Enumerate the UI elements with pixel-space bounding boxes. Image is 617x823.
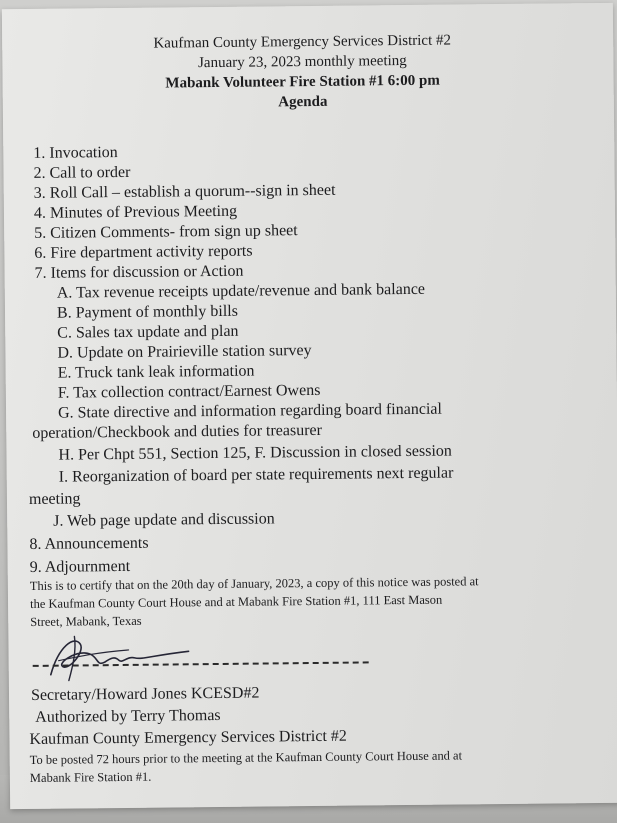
agenda-subitem-g-continued: operation/Checkbook and duties for treasurer xyxy=(32,421,323,442)
certification-line-2: the Kaufman County Court House and at Mabank Fire Station #1, 111 East Mason xyxy=(29,592,443,611)
secretary-name: Secretary/Howard Jones KCESD#2 xyxy=(30,684,260,704)
agenda-subitem-a: A. Tax revenue receipts update/revenue and bank balance xyxy=(56,280,426,302)
agenda-subitem-h: H. Per Chpt 551, Section 125, F. Discussion in closed session xyxy=(58,442,452,464)
agenda-item-6: 6. Fire department activity reports xyxy=(34,242,253,262)
agenda-subitem-g: G. State directive and information regarding board financial xyxy=(57,400,442,422)
agenda-item-2: 2. Call to order xyxy=(33,163,131,182)
agenda-subitem-j: J. Web page update and discussion xyxy=(53,510,275,530)
certification-line-1: This is to certify that on the 20th day of January, 2023, a copy of this notice was posted at xyxy=(29,574,479,593)
certification-line-3: Street, Mabank, Texas xyxy=(30,613,142,629)
agenda-item-4: 4. Minutes of Previous Meeting xyxy=(33,202,238,222)
authorized-by: Authorized by Terry Thomas xyxy=(35,706,221,726)
agenda-item-5: 5. Citizen Comments- from sign up sheet xyxy=(34,222,298,242)
handwritten-signature xyxy=(38,625,199,687)
agenda-subitem-i-continued: meeting xyxy=(28,490,81,508)
agenda-subitem-e: E. Truck tank leak information xyxy=(57,362,255,382)
header-location: Mabank Volunteer Fire Station #1 6:00 pm xyxy=(165,72,440,92)
agenda-item-3: 3. Roll Call – establish a quorum--sign in sheet xyxy=(33,181,336,202)
agenda-item-8: 8. Announcements xyxy=(29,534,149,553)
agenda-subitem-c: C. Sales tax update and plan xyxy=(57,322,239,342)
header-date: January 23, 2023 monthly meeting xyxy=(197,52,407,72)
agenda-document xyxy=(2,3,617,809)
agenda-item-1: 1. Invocation xyxy=(33,144,118,162)
agenda-subitem-i: I. Reorganization of board per state requirements next regular xyxy=(58,464,454,486)
agenda-subitem-b: B. Payment of monthly bills xyxy=(56,302,238,322)
agenda-subitem-d: D. Update on Prairieville station survey xyxy=(57,341,312,362)
footer-note-line-2: Mabank Fire Station #1. xyxy=(29,769,152,785)
agenda-item-9: 9. Adjournment xyxy=(29,557,131,576)
district-name: Kaufman County Emergency Services District #2 xyxy=(29,727,347,748)
agenda-item-7: 7. Items for discussion or Action xyxy=(34,262,244,282)
header-title: Agenda xyxy=(278,93,328,111)
agenda-subitem-f: F. Tax collection contract/Earnest Owens xyxy=(57,381,321,402)
footer-note-line-1: To be posted 72 hours prior to the meeting at the Kaufman County Court House and at xyxy=(29,748,463,767)
header-org: Kaufman County Emergency Services District #2 xyxy=(153,32,452,52)
